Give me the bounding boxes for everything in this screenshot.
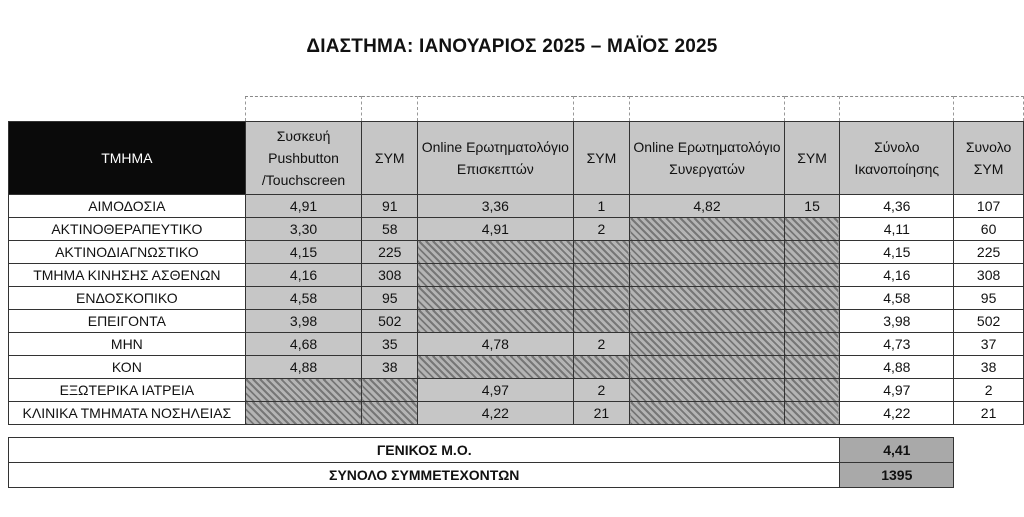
total-participants [9,463,1024,488]
cell-sym1: 225 [362,241,418,264]
cell-total: 4,22 [840,402,954,425]
cell-dept: ΑΚΤΙΝΟΔΙΑΓΝΩΣΤΙΚΟ [9,241,246,264]
cell-total: 4,97 [840,379,954,402]
cell-total: 4,16 [840,264,954,287]
cell-sym1: 35 [362,333,418,356]
cell-sym3 [784,402,840,425]
cell-dept: ΕΠΕΙΓΟΝΤΑ [9,310,246,333]
cell-sym3 [784,218,840,241]
cell-dept: ΜΗΝ [9,333,246,356]
cell-sym2: 1 [573,195,630,218]
cell-total-sym: 225 [954,241,1024,264]
cell-dept: ΑΙΜΟΔΟΣΙΑ [9,195,246,218]
cell-total: 4,58 [840,287,954,310]
header-online-visitors: Online Ερωτηματολόγιο Επισκεπτών [418,122,573,195]
cell-online-visitors [418,264,573,287]
table-row [9,356,1024,379]
cell-device: 4,88 [245,356,362,379]
table-row [9,195,1024,218]
cell-sym1 [362,379,418,402]
cell-online-visitors [418,356,573,379]
cell-sym2: 2 [573,218,630,241]
cell-online-partners [630,356,784,379]
cell-dept: ΕΝΔΟΣΚΟΠΙΚΟ [9,287,246,310]
cell-online-partners: 4,82 [630,195,784,218]
cell-device: 3,98 [245,310,362,333]
cell-online-visitors: 4,78 [418,333,573,356]
cell-online-visitors: 4,91 [418,218,573,241]
cell-total-sym: 107 [954,195,1024,218]
cell-sym1: 38 [362,356,418,379]
cell-sym2: 2 [573,333,630,356]
header-dept: ΤΜΗΜΑ [9,122,246,195]
general-average [9,438,1024,463]
cell-sym2 [573,287,630,310]
cell-dept: ΑΚΤΙΝΟΘΕΡΑΠΕΥΤΙΚΟ [9,218,246,241]
cell-device: 4,16 [245,264,362,287]
spacer-row [9,425,1024,438]
cell-total-sym: 37 [954,333,1024,356]
cell-sym1: 308 [362,264,418,287]
page-title: ΔΙΑΣΤΗΜΑ: ΙΑΝΟΥΑΡΙΟΣ 2025 – ΜΑΪΟΣ 2025 [306,36,718,57]
cell-device [245,402,362,425]
cell-device: 4,68 [245,333,362,356]
cell-sym3 [784,356,840,379]
header-online-partners: Online Ερωτηματολόγιο Συνεργατών [630,122,784,195]
cell-device: 4,91 [245,195,362,218]
cell-online-partners [630,287,784,310]
cell-sym3 [784,310,840,333]
cell-sym1: 91 [362,195,418,218]
cell-online-visitors: 4,22 [418,402,573,425]
cell-sym3 [784,241,840,264]
table-row [9,287,1024,310]
table-row [9,402,1024,425]
cell-sym2 [573,264,630,287]
general-average-label: ΓΕΝΙΚΟΣ Μ.Ο. [9,438,840,463]
header-sym2: ΣΥΜ [573,122,630,195]
table-row [9,241,1024,264]
total-participants-value: 1395 [840,463,954,488]
header-sym1: ΣΥΜ [362,122,418,195]
cell-total: 4,15 [840,241,954,264]
cell-total-sym: 38 [954,356,1024,379]
table-row [9,218,1024,241]
cell-device: 4,15 [245,241,362,264]
cell-sym2: 2 [573,379,630,402]
cell-online-partners [630,218,784,241]
cell-total: 4,88 [840,356,954,379]
header-device: Συσκευή Pushbutton /Touchscreen [245,122,362,195]
cell-sym1: 58 [362,218,418,241]
cell-online-partners [630,264,784,287]
cell-online-partners [630,310,784,333]
header-sym3: ΣΥΜ [784,122,840,195]
cell-online-visitors [418,241,573,264]
cell-dept: ΚΟΝ [9,356,246,379]
cell-sym2 [573,356,630,379]
header-row [9,122,1024,195]
cell-sym2: 21 [573,402,630,425]
general-average-value: 4,41 [840,438,954,463]
cell-sym2 [573,310,630,333]
cell-sym3 [784,379,840,402]
header-total-sym: Συνολο ΣΥΜ [954,122,1024,195]
cell-sym3 [784,264,840,287]
cell-device: 3,30 [245,218,362,241]
cell-dept: ΚΛΙΝΙΚΑ ΤΜΗΜΑΤΑ ΝΟΣΗΛΕΙΑΣ [9,402,246,425]
total-participants-label: ΣΥΝΟΛΟ ΣΥΜΜΕΤΕΧΟΝΤΩΝ [9,463,840,488]
cell-total-sym: 2 [954,379,1024,402]
spacer-row [9,97,1024,122]
cell-total: 4,36 [840,195,954,218]
cell-online-partners [630,333,784,356]
cell-total: 3,98 [840,310,954,333]
cell-online-visitors: 3,36 [418,195,573,218]
header-total-satisfaction: Σύνολο Ικανοποίησης [840,122,954,195]
cell-total-sym: 60 [954,218,1024,241]
cell-sym2 [573,241,630,264]
cell-online-partners [630,241,784,264]
table-row [9,264,1024,287]
table-row [9,310,1024,333]
cell-total-sym: 308 [954,264,1024,287]
cell-total-sym: 21 [954,402,1024,425]
cell-total-sym: 502 [954,310,1024,333]
cell-total-sym: 95 [954,287,1024,310]
cell-online-visitors [418,287,573,310]
cell-sym3: 15 [784,195,840,218]
cell-dept: ΤΜΗΜΑ ΚΙΝΗΣΗΣ ΑΣΘΕΝΩΝ [9,264,246,287]
table-row [9,379,1024,402]
cell-online-partners [630,379,784,402]
cell-total: 4,73 [840,333,954,356]
cell-online-visitors: 4,97 [418,379,573,402]
cell-dept: ΕΞΩΤΕΡΙΚΑ ΙΑΤΡΕΙΑ [9,379,246,402]
cell-online-partners [630,402,784,425]
table-row [9,333,1024,356]
satisfaction-table [8,96,1024,488]
cell-device [245,379,362,402]
cell-sym3 [784,333,840,356]
cell-total: 4,11 [840,218,954,241]
cell-sym1 [362,402,418,425]
cell-device: 4,58 [245,287,362,310]
cell-sym3 [784,287,840,310]
cell-sym1: 95 [362,287,418,310]
cell-online-visitors [418,310,573,333]
cell-sym1: 502 [362,310,418,333]
